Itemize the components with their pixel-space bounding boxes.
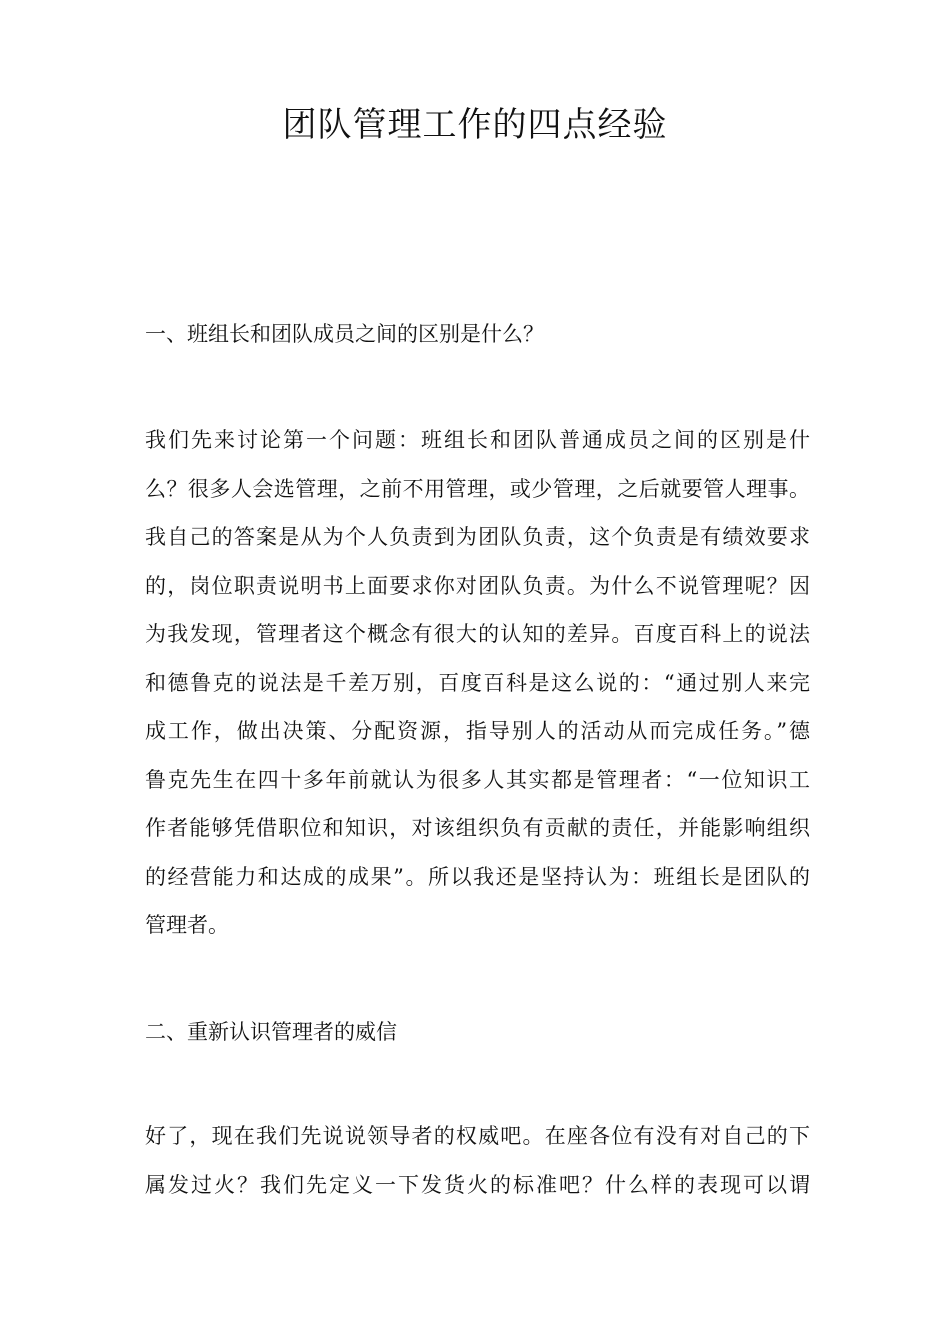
section-paragraph-1 (145, 416, 810, 950)
paragraph-line: 的，岗位职责说明书上面要求你对团队负责。为什么不说管理呢？因 (145, 573, 810, 598)
paragraph-line: 和德鲁克的说法是千差万别，百度百科是这么说的：“通过别人来完 (145, 670, 810, 695)
section-paragraph-2 (145, 1112, 810, 1209)
paragraph-line: 属发过火？我们先定义一下发货火的标准吧？什么样的表现可以谓 (145, 1172, 810, 1197)
document-title: 团队管理工作的四点经验 (282, 105, 668, 145)
paragraph-line: 鲁克先生在四十多年前就认为很多人其实都是管理者：“一位知识工 (145, 767, 810, 792)
paragraph-line: 为我发现，管理者这个概念有很大的认知的差异。百度百科上的说法 (145, 622, 810, 646)
section-heading-1: 一、班组长和团队成员之间的区别是什么？ (145, 322, 544, 346)
paragraph-line: 的经营能力和达成的成果”。所以我还是坚持认为：班组长是团队的 (145, 864, 810, 889)
paragraph-line: 好了，现在我们先说说领导者的权威吧。在座各位有没有对自己的下 (145, 1124, 810, 1148)
paragraph-line: 我自己的答案是从为个人负责到为团队负责，这个负责是有绩效要求 (145, 525, 810, 549)
paragraph-line: 作者能够凭借职位和知识，对该组织负有贡献的责任，并能影响组织 (145, 816, 810, 840)
section-heading-2: 二、重新认识管理者的威信 (145, 1020, 397, 1044)
paragraph-line: 成工作，做出决策、分配资源，指导别人的活动从而完成任务。”德 (145, 719, 810, 743)
paragraph-line: 管理者。 (145, 913, 229, 937)
paragraph-line: 么？很多人会选管理，之前不用管理，或少管理，之后就要管人理事。 (145, 476, 810, 501)
paragraph-line: 我们先来讨论第一个问题：班组长和团队普通成员之间的区别是什 (145, 428, 810, 452)
